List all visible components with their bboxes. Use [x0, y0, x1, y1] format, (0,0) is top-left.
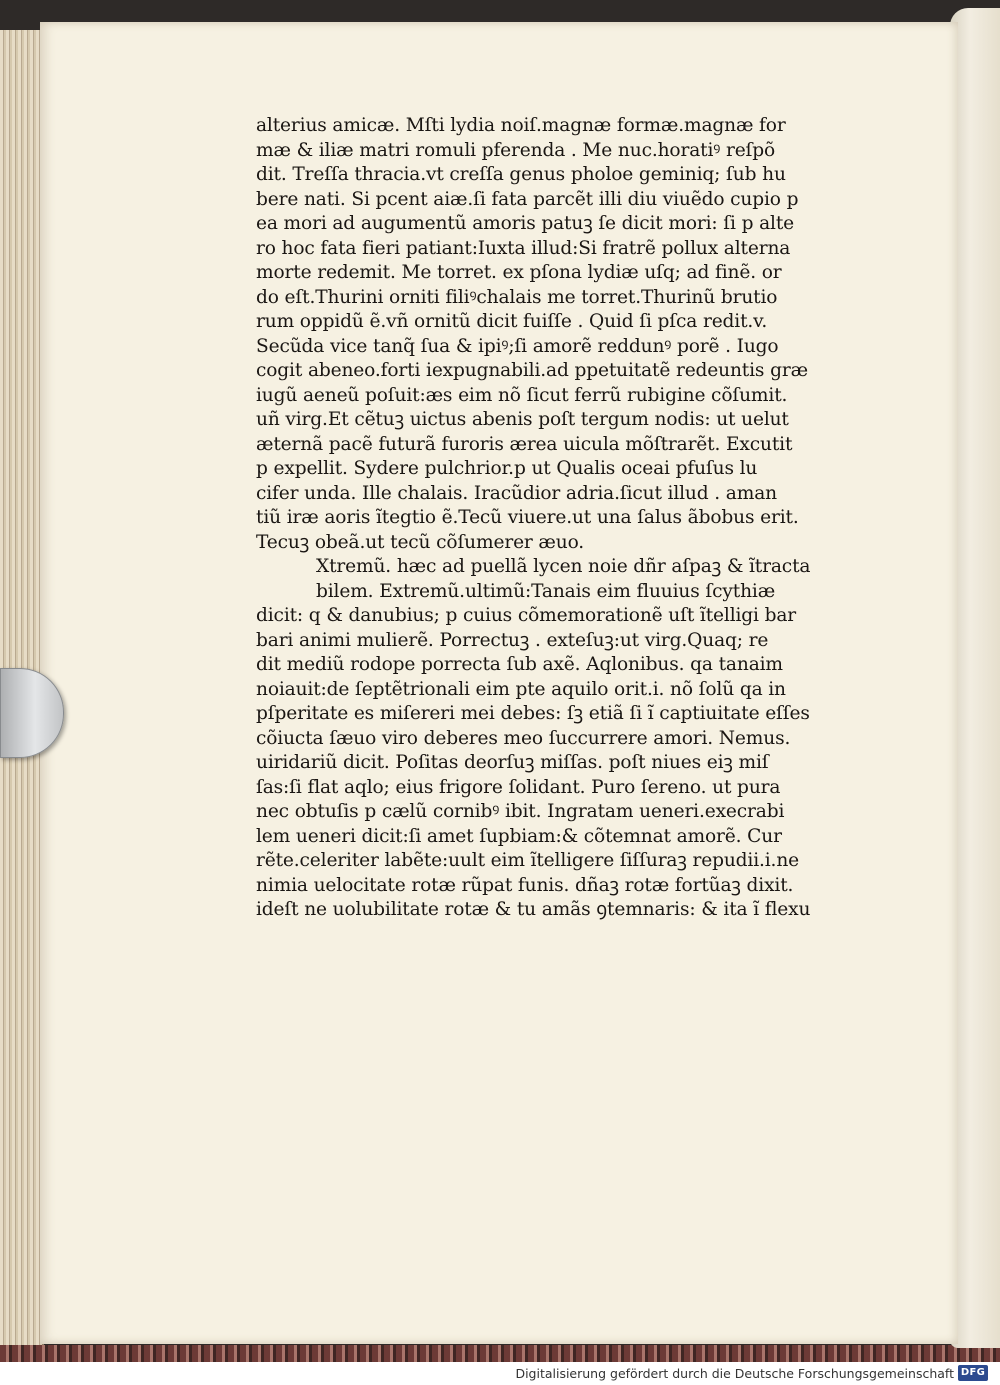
text-line: nec obtuſis p cælũ cornibꝰ ibit. Ingratam ueneri.execrabi: [256, 801, 785, 822]
text-line: rẽte.celeriter labẽte:uult eim ĩtelligere ſiſſuraꝫ repudii.i.ne: [256, 850, 799, 871]
text-line: Secũda vice tanq̃ ſua & ipiꝰ;ſi amorẽ reddunꝰ porẽ . Iugo: [256, 335, 779, 357]
text-line: uiridariũ dicit. Poſitas deorſuꝫ miſſas. poſt niues eiꝫ miſ: [256, 752, 769, 773]
book-binding-bottom: [0, 1345, 1000, 1362]
text-line: morte redemit. Me torret. ex pſona lydiæ uſq; ad finẽ. or: [256, 262, 782, 283]
text-line: do eſt.Thurini orniti filiꝰchalais me torret.Thurinũ brutio: [256, 286, 778, 308]
text-line: ideſt ne uolubilitate rotæ & tu amãs ꝯtemnaris: & ita ĩ flexu: [256, 899, 811, 920]
text-line: p expellit. Sydere pulchrior.p ut Qualis oceai pfuſus lu: [256, 458, 758, 479]
text-line: lem ueneri dicit:ſi amet ſupbiam:& cõtemnat amorẽ. Cur: [256, 825, 782, 847]
text-line: dit. Treſſa thracia.vt creſſa genus pholoe geminiq; ſub hu: [256, 164, 786, 185]
text-line: pſperitate es miſereri mei debes: ſꝫ etiã ſi ĩ captiuitate eſſes: [256, 703, 810, 724]
book-page: [40, 22, 958, 1344]
text-line: ea mori ad augumentũ amoris patuꝫ ſe dicit mori: ſi p alte: [256, 213, 795, 234]
text-line: cogit abeneo.forti iexpugnabili.ad ppetuitatẽ redeuntis græ: [256, 360, 808, 381]
text-line: noiauit:de ſeptẽtrionali eim pte aquilo orit.i. nõ ſolũ qa in: [256, 678, 786, 700]
text-line: ſas:ſi flat aqlo; eius frigore ſolidant. Puro ſereno. ut pura: [256, 776, 781, 798]
text-line: dicit: q & danubius; p cuius cõmemorationẽ uſt ĩtelligi bar: [256, 605, 797, 626]
text-line: bere nati. Si pcent aiæ.ſi fata parcẽt illi diu viuẽdo cupio p: [256, 188, 799, 210]
text-line: Xtremũ. hæc ad puellã lycen noie dñr aſpaꝫ & ĩtracta: [316, 556, 811, 577]
text-line: mæ & iliæ matri romuli pferenda . Me nuc.horatiꝰ reſpõ: [256, 139, 776, 161]
text-line: uñ virg.Et cẽtuꝫ uictus abenis poſt tergum nodis: ut uelut: [256, 409, 789, 430]
text-line: bari animi mulierẽ. Porrectuꝫ . exteſuꝫ:ut virg.Quaq; re: [256, 629, 769, 651]
text-line: rum oppidũ ẽ.vñ ornitũ dicit fuiſſe . Quid ſi pſca redit.v.: [256, 311, 768, 332]
funding-credit: Digitalisierung gefördert durch die Deutsche Forschungsgemeinschaft: [515, 1366, 954, 1381]
text-line: cifer unda. Ille chalais. Iracũdior adria.ſicut illud . aman: [256, 482, 777, 504]
text-line: bilem. Extremũ.ultimũ:Tanais eim fluuius ſcythiæ: [316, 580, 776, 602]
text-line: iugũ aeneũ poſuit:æs eim nõ ſicut ferrũ rubigine cõſumit.: [256, 384, 788, 406]
text-line: tiũ iræ aoris ĩtegtio ẽ.Tecũ viuere.ut una ſalus ãbobus erit.: [256, 507, 799, 528]
dfg-logo: DFG: [958, 1365, 988, 1381]
text-line: nimia uelocitate rotæ rũpat funis. dñaꝫ rotæ fortũaꝫ dixit.: [256, 874, 794, 896]
text-line: dit mediũ rodope porrecta ſub axẽ. Aqlonibus. qa tanaim: [256, 654, 783, 675]
text-line: æternã pacẽ futurã furoris ærea uicula mõſtrarẽt. Excutit: [256, 433, 793, 455]
page-text: [256, 114, 866, 923]
text-line: alterius amicæ. Mſti lydia noiſ.magnæ formæ.magnæ for: [256, 115, 786, 136]
text-line: Tecuꝫ obeã.ut tecũ cõſumerer æuo.: [256, 531, 585, 553]
footer-bar: [0, 1362, 1000, 1385]
text-line: ro hoc fata fieri patiant:Iuxta illud:Si fratrẽ pollux alterna: [256, 237, 791, 259]
text-line: cõiucta ſæuo viro deberes meo ſuccurrere amori. Nemus.: [256, 727, 791, 749]
